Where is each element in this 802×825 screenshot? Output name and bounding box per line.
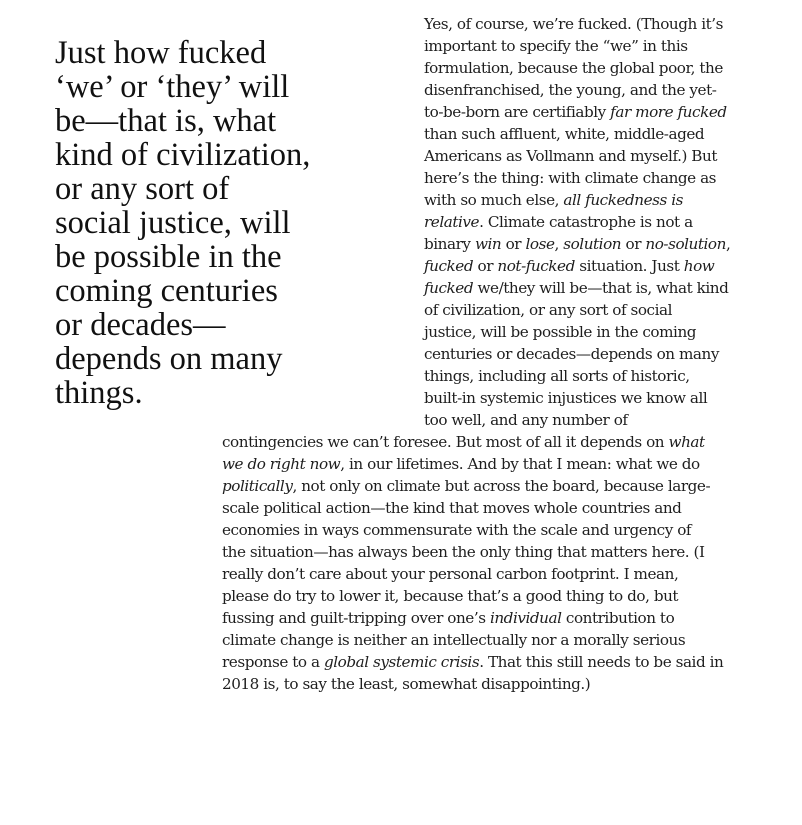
body-line: to-be-born are certifiably far more fucked bbox=[424, 103, 727, 121]
pull-quote bbox=[55, 36, 355, 410]
body-line: of civilization, or any sort of social bbox=[424, 301, 673, 319]
italic-emphasis: lose bbox=[525, 235, 555, 253]
pull-quote-line: be—that is, what bbox=[55, 103, 277, 139]
italic-emphasis: global systemic crisis bbox=[323, 653, 480, 671]
body-line: binary win or lose, solution or no-solution, bbox=[424, 235, 731, 253]
body-line: really don’t care about your personal carbon footprint. I mean, bbox=[222, 565, 679, 583]
italic-emphasis: what bbox=[668, 433, 705, 451]
body-line: 2018 is, to say the least, somewhat disappointing.) bbox=[222, 675, 591, 693]
italic-emphasis: solution bbox=[563, 235, 622, 253]
body-line: formulation, because the global poor, the bbox=[424, 59, 723, 77]
italic-emphasis: we do right now bbox=[222, 455, 341, 473]
body-line: disenfranchised, the young, and the yet- bbox=[424, 81, 717, 99]
body-line: politically, not only on climate but across the board, because large- bbox=[222, 477, 711, 495]
body-line: economies in ways commensurate with the scale and urgency of bbox=[222, 521, 692, 539]
body-line: climate change is neither an intellectually nor a morally serious bbox=[222, 631, 686, 649]
italic-emphasis: how bbox=[683, 257, 715, 275]
italic-emphasis: no-solution bbox=[645, 235, 726, 253]
italic-emphasis: win bbox=[474, 235, 502, 253]
body-line: than such affluent, white, middle-aged bbox=[424, 125, 705, 143]
body-line: we do right now, in our lifetimes. And by that I mean: what we do bbox=[222, 455, 700, 473]
body-line: Americans as Vollmann and myself.) But bbox=[424, 147, 718, 165]
body-line: the situation—has always been the only thing that matters here. (I bbox=[222, 543, 705, 561]
pull-quote-line: or any sort of bbox=[55, 171, 230, 207]
pull-quote-line: depends on many bbox=[55, 341, 283, 377]
italic-emphasis: not-fucked bbox=[497, 257, 575, 275]
italic-emphasis: all fuckedness is bbox=[563, 191, 683, 209]
body-line: contingencies we can’t foresee. But most of all it depends on what bbox=[222, 433, 705, 451]
body-line: scale political action—the kind that moves whole countries and bbox=[222, 499, 682, 517]
body-line: Yes, of course, we’re fucked. (Though it’s bbox=[424, 15, 724, 33]
italic-emphasis: fucked bbox=[424, 257, 474, 275]
body-line: fucked we/they will be—that is, what kind bbox=[424, 279, 729, 297]
body-line: fussing and guilt-tripping over one’s individual contribution to bbox=[222, 609, 675, 627]
body-line: centuries or decades—depends on many bbox=[424, 345, 719, 363]
pull-quote-line: Just how fucked bbox=[55, 35, 267, 71]
body-line: fucked or not-fucked situation. Just how bbox=[424, 257, 715, 275]
pull-quote-line: coming centuries bbox=[55, 273, 278, 309]
italic-emphasis: politically bbox=[222, 477, 293, 495]
italic-emphasis: far more fucked bbox=[610, 103, 727, 121]
body-line: important to specify the “we” in this bbox=[424, 37, 688, 55]
italic-emphasis: fucked bbox=[424, 279, 474, 297]
pull-quote-line: be possible in the bbox=[55, 239, 282, 275]
body-line: please do try to lower it, because that’s a good thing to do, but bbox=[222, 587, 679, 605]
pull-quote-line: things. bbox=[55, 375, 143, 411]
italic-emphasis: relative bbox=[424, 213, 480, 231]
body-line: too well, and any number of bbox=[424, 411, 628, 429]
pull-quote-line: or decades— bbox=[55, 307, 226, 343]
body-line: justice, will be possible in the coming bbox=[424, 323, 697, 341]
body-line: things, including all sorts of historic, bbox=[424, 367, 690, 385]
pull-quote-line: kind of civilization, bbox=[55, 137, 311, 173]
italic-emphasis: individual bbox=[489, 609, 562, 627]
body-line: with so much else, all fuckedness is bbox=[424, 191, 683, 209]
body-line: relative. Climate catastrophe is not a bbox=[424, 213, 693, 231]
body-line: response to a global systemic crisis. That this still needs to be said in bbox=[222, 653, 724, 671]
body-line: built-in systemic injustices we know all bbox=[424, 389, 708, 407]
body-line: here’s the thing: with climate change as bbox=[424, 169, 717, 187]
pull-quote-line: social justice, will bbox=[55, 205, 291, 241]
pull-quote-line: ‘we’ or ‘they’ will bbox=[55, 69, 290, 105]
